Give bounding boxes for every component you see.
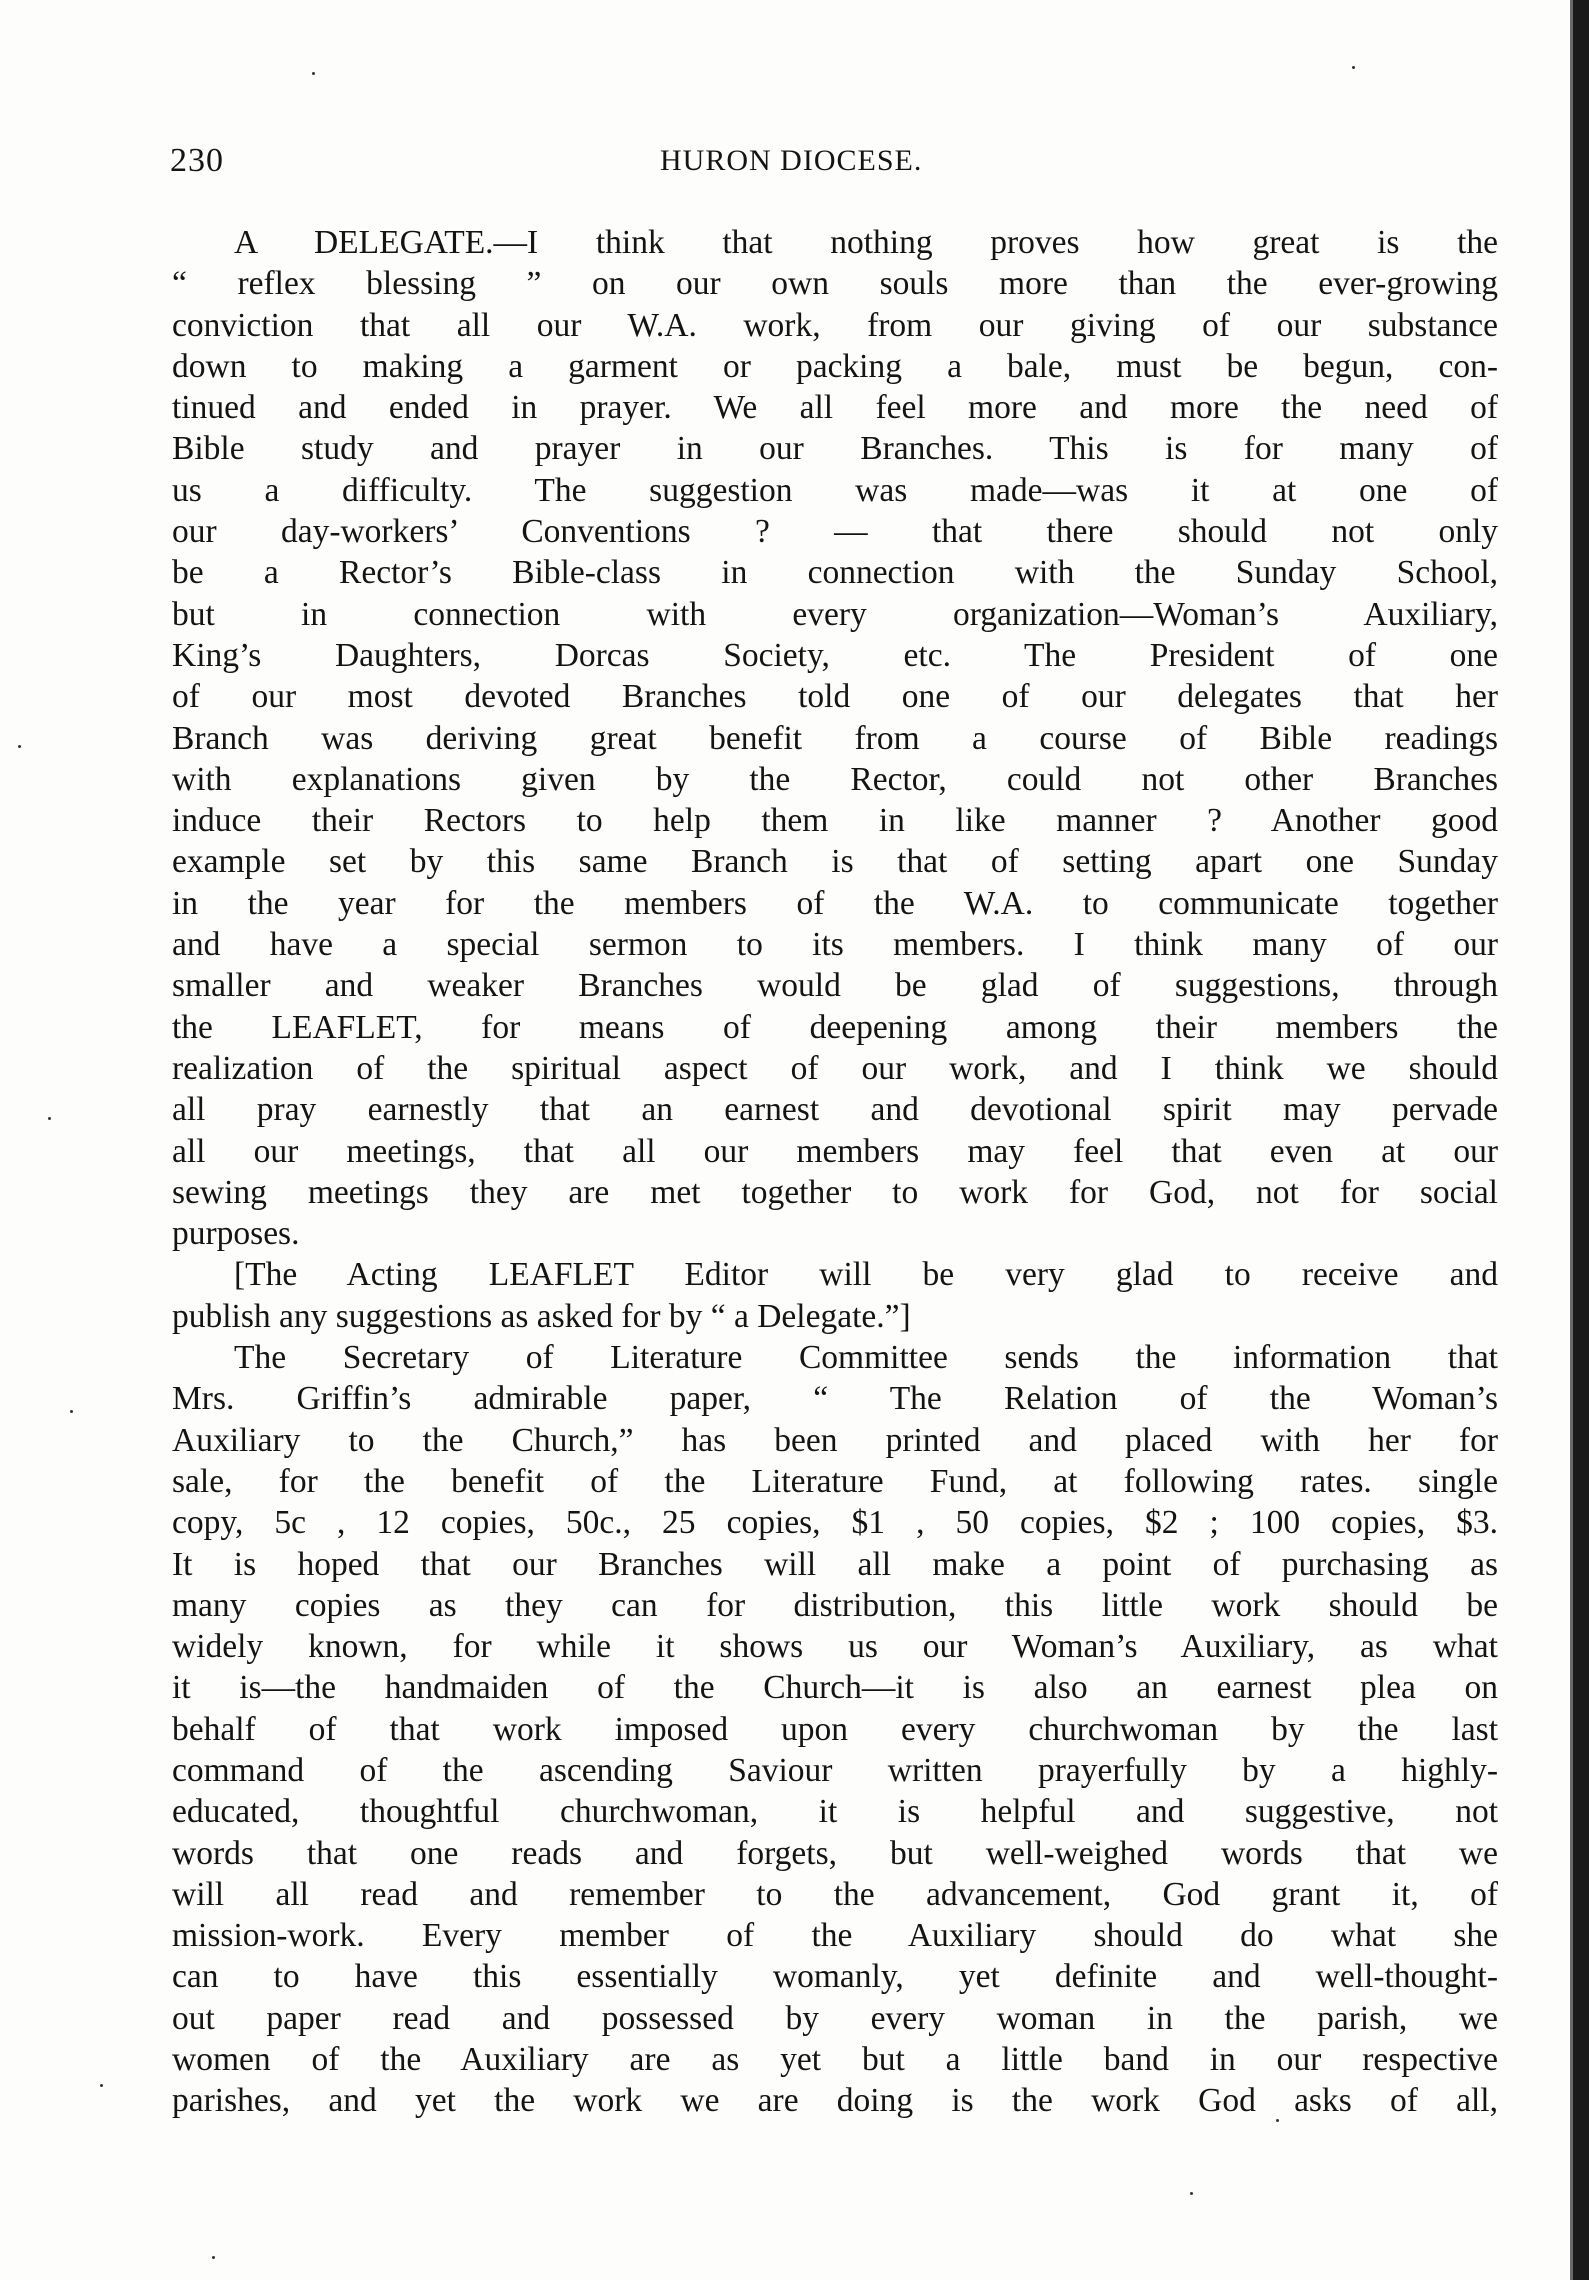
scan-speck bbox=[1190, 2192, 1193, 2195]
text-line: the LEAFLET, for means of deepening among their members the bbox=[172, 1008, 1498, 1046]
text-line: sale, for the benefit of the Literature Fund, at following rates. single bbox=[172, 1462, 1498, 1500]
text-line: purposes. bbox=[172, 1215, 300, 1253]
text-line: all our meetings, that all our members may feel that even at our bbox=[172, 1132, 1498, 1170]
text-line: publish any suggestions as asked for by “ a Delegate.”] bbox=[172, 1297, 911, 1335]
text-line: sewing meetings they are met together to work for God, not for social bbox=[172, 1173, 1498, 1211]
text-line: in the year for the members of the W.A. to communicate together bbox=[172, 884, 1498, 922]
scan-speck bbox=[1276, 2119, 1279, 2122]
text-line: educated, thoughtful churchwoman, it is helpful and suggestive, not bbox=[172, 1793, 1498, 1831]
text-line: King’s Daughters, Dorcas Society, etc. The President of one bbox=[172, 636, 1498, 674]
text-line: Branch was deriving great benefit from a course of Bible readings bbox=[172, 719, 1498, 757]
running-title: HURON DIOCESE. bbox=[660, 144, 923, 177]
text-line: all pray earnestly that an earnest and devotional spirit may pervade bbox=[172, 1091, 1498, 1129]
scan-speck bbox=[1352, 66, 1355, 69]
scan-speck bbox=[18, 745, 21, 748]
text-line: parishes, and yet the work we are doing is the work God asks of all, bbox=[172, 2082, 1498, 2120]
text-line: Auxiliary to the Church,” has been printed and placed with her for bbox=[172, 1421, 1498, 1459]
scan-edge-shadow bbox=[1573, 0, 1589, 2280]
text-line: women of the Auxiliary are as yet but a little band in our respective bbox=[172, 2041, 1498, 2079]
text-line: will all read and remember to the advancement, God grant it, of bbox=[172, 1875, 1498, 1913]
text-line: smaller and weaker Branches would be glad of suggestions, through bbox=[172, 967, 1498, 1005]
text-line: induce their Rectors to help them in like manner ? Another good bbox=[172, 802, 1498, 840]
running-head bbox=[170, 142, 1510, 188]
scan-speck bbox=[312, 72, 315, 75]
text-line: realization of the spiritual aspect of our work, and I think we should bbox=[172, 1049, 1498, 1087]
text-line: The Secretary of Literature Committee sends the information that bbox=[234, 1339, 1498, 1377]
scan-speck bbox=[212, 2256, 215, 2259]
text-line: tinued and ended in prayer. We all feel more and more the need of bbox=[172, 389, 1498, 427]
text-line: our day-workers’ Conventions ? — that there should not only bbox=[172, 513, 1498, 551]
scan-edge-line bbox=[1570, 0, 1573, 2280]
text-line: widely known, for while it shows us our Woman’s Auxiliary, as what bbox=[172, 1628, 1498, 1666]
text-line: down to making a garment or packing a bale, must be begun, con- bbox=[172, 347, 1498, 385]
text-line: many copies as they can for distribution, this little work should be bbox=[172, 1586, 1498, 1624]
text-line: but in connection with every organization—Woman’s Auxiliary, bbox=[172, 595, 1498, 633]
text-line: us a difficulty. The suggestion was made—was it at one of bbox=[172, 471, 1498, 509]
text-line: words that one reads and forgets, but well-weighed words that we bbox=[172, 1834, 1498, 1872]
text-line: A DELEGATE.—I think that nothing proves how great is the bbox=[234, 224, 1498, 261]
text-line: mission-work. Every member of the Auxiliary should do what she bbox=[172, 1917, 1498, 1955]
text-line: conviction that all our W.A. work, from our giving of our substance bbox=[172, 306, 1498, 344]
text-line: and have a special sermon to its members. I think many of our bbox=[172, 926, 1498, 964]
text-line: copy, 5c , 12 copies, 50c., 25 copies, $1 , 50 copies, $2 ; 100 copies, $3. bbox=[172, 1504, 1498, 1542]
scan-speck bbox=[70, 1410, 73, 1413]
text-line: Bible study and prayer in our Branches. This is for many of bbox=[172, 430, 1498, 468]
text-line: with explanations given by the Rector, could not other Branches bbox=[172, 760, 1498, 798]
text-line: command of the ascending Saviour written prayerfully by a highly- bbox=[172, 1751, 1498, 1789]
text-line: can to have this essentially womanly, yet definite and well-thought- bbox=[172, 1958, 1498, 1996]
text-line: out paper read and possessed by every woman in the parish, we bbox=[172, 1999, 1498, 2037]
text-line: it is—the handmaiden of the Church—it is also an earnest plea on bbox=[172, 1669, 1498, 1707]
text-line: “ reflex blessing ” on our own souls more than the ever-growing bbox=[172, 265, 1498, 303]
text-line: behalf of that work imposed upon every churchwoman by the last bbox=[172, 1710, 1498, 1748]
text-line: [The Acting LEAFLET Editor will be very glad to receive and bbox=[234, 1256, 1498, 1294]
text-line: be a Rector’s Bible-class in connection with the Sunday School, bbox=[172, 554, 1498, 592]
body-text bbox=[172, 222, 1498, 2122]
text-line: It is hoped that our Branches will all make a point of purchasing as bbox=[172, 1545, 1498, 1583]
text-line: example set by this same Branch is that of setting apart one Sunday bbox=[172, 843, 1498, 881]
text-line: Mrs. Griffin’s admirable paper, “ The Relation of the Woman’s bbox=[172, 1380, 1498, 1418]
page-number: 230 bbox=[170, 142, 224, 179]
scan-speck bbox=[48, 1117, 51, 1120]
scan-speck bbox=[100, 2084, 103, 2087]
text-line: of our most devoted Branches told one of our delegates that her bbox=[172, 678, 1498, 716]
